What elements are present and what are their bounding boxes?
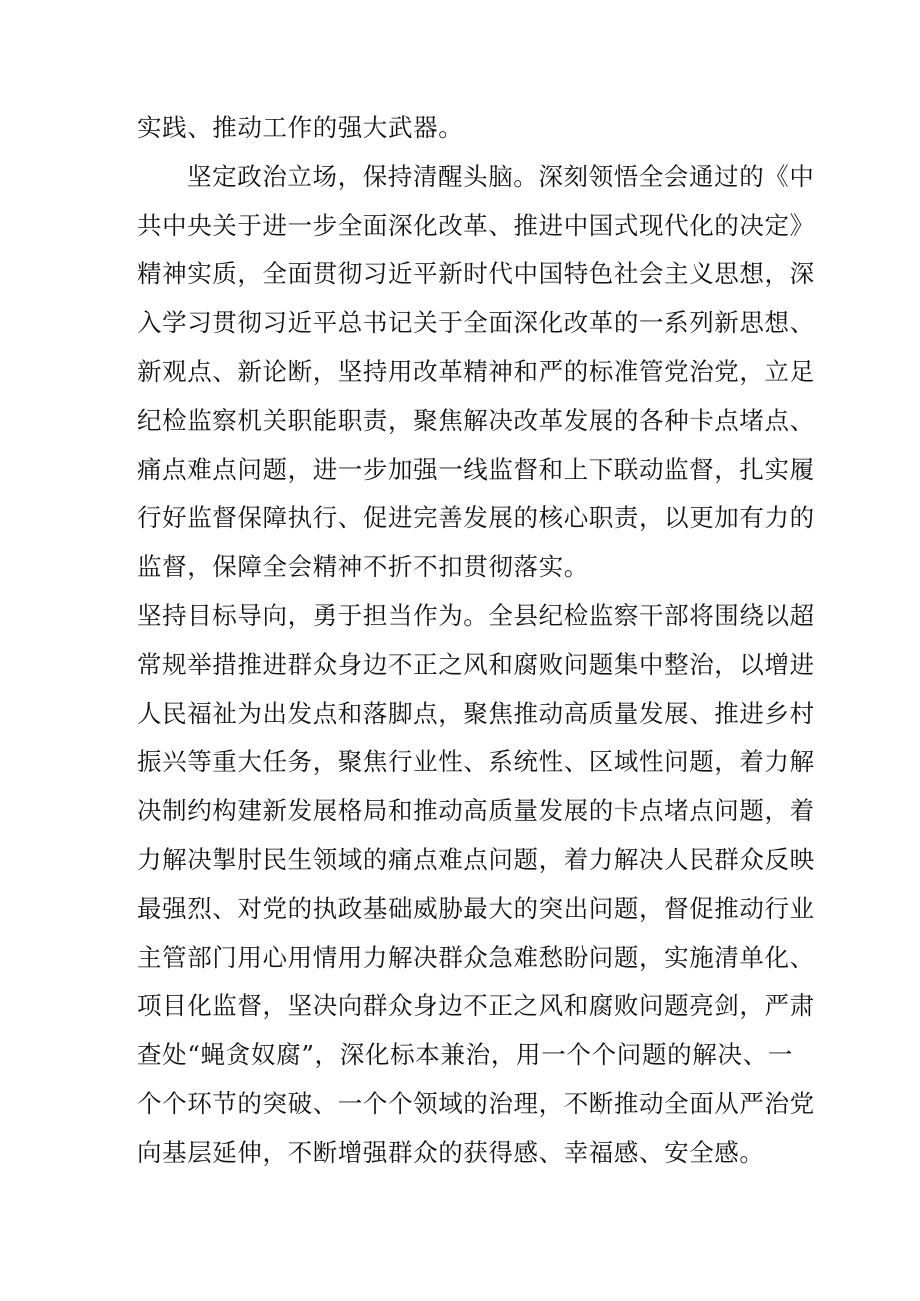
paragraph-2 [137,153,815,592]
text-line: 最强烈、对党的执政基础威胁最大的突出问题，督促推动行业 [137,893,815,923]
text-line: 力解决掣肘民生领域的痛点难点问题，着力解决人民群众反映 [137,844,815,874]
paragraph-3 [137,592,815,1178]
paragraph-1 [137,104,793,153]
text-line: 共中央关于进一步全面深化改革、推进中国式现代化的决定》 [137,210,815,240]
text-line: 常规举措推进群众身边不正之风和腐败问题集中整治，以增进 [137,649,815,679]
text-line: 决制约构建新发展格局和推动高质量发展的卡点堵点问题，着 [137,796,815,826]
text-line: 入学习贯彻习近平总书记关于全面深化改革的一系列新思想、 [137,308,815,338]
text-line: 个个环节的突破、一个个领域的治理，不断推动全面从严治党 [137,1088,815,1118]
text-line: 监督，保障全会精神不折不扣贯彻落实。 [137,552,589,582]
text-line: 坚持目标导向，勇于担当作为。全县纪检监察干部将围绕以超 [137,600,815,630]
document-body [137,104,815,1178]
text-line: 新观点、新论断，坚持用改革精神和严的标准管党治党，立足 [137,356,815,386]
text-line: 坚定政治立场，保持清醒头脑。深刻领悟全会通过的《中 [187,161,815,191]
text-line: 振兴等重大任务，聚焦行业性、系统性、区域性问题，着力解 [137,747,815,777]
text-line: 纪检监察机关职能职责，聚焦解决改革发展的各种卡点堵点、 [137,405,815,435]
text-line: 人民福祉为出发点和落脚点，聚焦推动高质量发展、推进乡村 [137,698,815,728]
text-line: 主管部门用心用情用力解决群众急难愁盼问题，实施清单化、 [137,942,815,972]
text-line: 项目化监督，坚决向群众身边不正之风和腐败问题亮剑，严肃 [137,991,815,1021]
text-line: 痛点难点问题，进一步加强一线监督和上下联动监督，扎实履 [137,454,815,484]
text-line: 精神实质，全面贯彻习近平新时代中国特色社会主义思想，深 [137,259,815,289]
text-line: 向基层延伸，不断增强群众的获得感、幸福感、安全感。 [137,1137,765,1167]
text-line: 实践、推动工作的强大武器。 [137,113,464,142]
text-line: 行好监督保障执行、促进完善发展的核心职责，以更加有力的 [137,503,815,533]
text-line: 查处“蝇贪奴腐”，深化标本兼治，用一个个问题的解决、一 [137,1040,793,1070]
